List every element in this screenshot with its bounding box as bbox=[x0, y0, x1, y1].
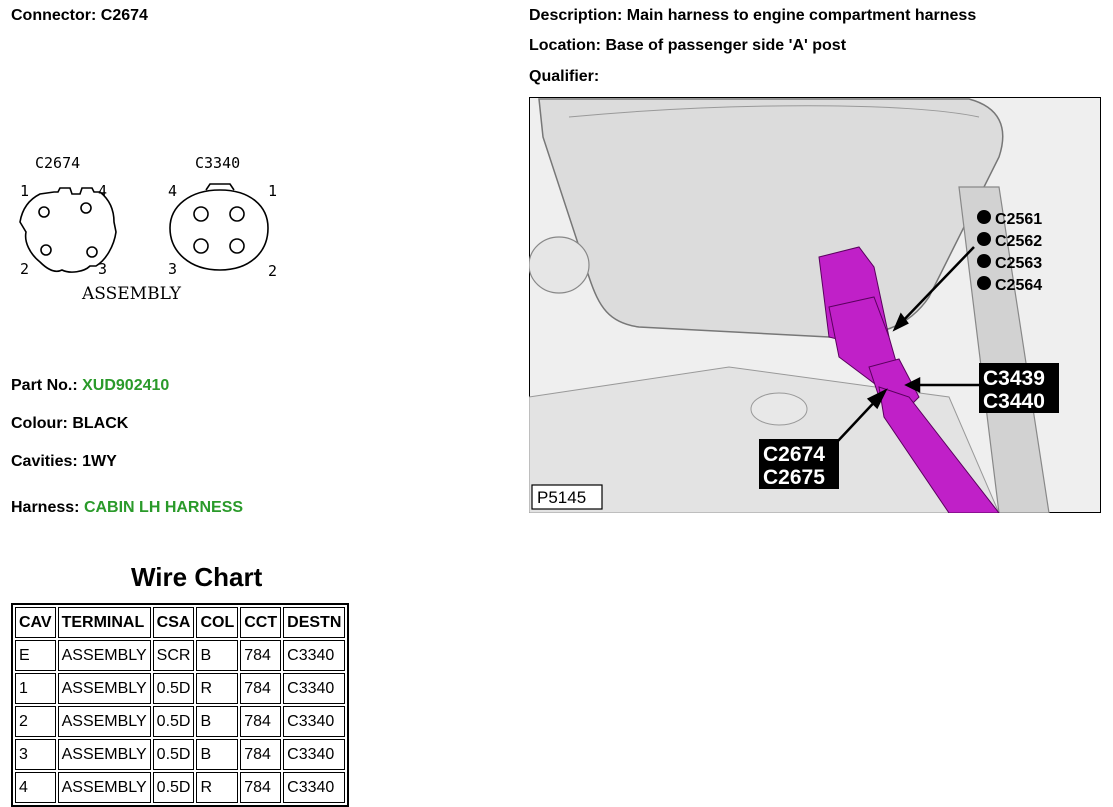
wire-chart-title: Wire Chart bbox=[131, 562, 263, 592]
table-row bbox=[15, 739, 345, 770]
harness-line bbox=[11, 499, 243, 517]
col-header-csa: CSA bbox=[153, 607, 195, 638]
harness-link[interactable]: CABIN LH HARNESS bbox=[83, 499, 244, 516]
cell-col: R bbox=[196, 673, 238, 704]
diagram-left-connector-label: C2674 bbox=[35, 154, 81, 172]
callout-dot bbox=[977, 276, 991, 290]
vent-shape bbox=[529, 237, 589, 293]
floor-plug-shape bbox=[751, 393, 807, 425]
table-row bbox=[15, 640, 345, 671]
left-pin-2: 2 bbox=[20, 260, 30, 278]
cell-cct: 784 bbox=[240, 640, 281, 671]
wire-chart-table bbox=[11, 603, 349, 807]
col-header-cav: CAV bbox=[15, 607, 56, 638]
callout-c2561: C2561 bbox=[995, 211, 1043, 228]
callout-c2564: C2564 bbox=[995, 277, 1043, 294]
cell-cct: 784 bbox=[240, 706, 281, 737]
cell-cct: 784 bbox=[240, 673, 281, 704]
right-pin-3: 3 bbox=[168, 260, 178, 278]
harness-label: Harness: bbox=[11, 499, 80, 516]
callout-c2675: C2675 bbox=[763, 466, 825, 489]
colour-line bbox=[11, 415, 128, 433]
cell-terminal: ASSEMBLY bbox=[58, 706, 151, 737]
cell-cav: 4 bbox=[15, 772, 56, 803]
cell-col: B bbox=[196, 739, 238, 770]
cell-csa: 0.5D bbox=[153, 772, 195, 803]
right-pin-2: 2 bbox=[268, 262, 278, 280]
connector-label: Connector: bbox=[11, 7, 97, 24]
table-row bbox=[15, 706, 345, 737]
location-value: Base of passenger side 'A' post bbox=[605, 37, 847, 54]
colour-value: BLACK bbox=[72, 415, 129, 432]
cell-cct: 784 bbox=[240, 772, 281, 803]
cavities-value: 1WY bbox=[82, 453, 117, 470]
figure-id: P5145 bbox=[537, 488, 587, 507]
callout-c3440: C3440 bbox=[983, 390, 1045, 413]
callout-dot bbox=[977, 232, 991, 246]
cell-destn: C3340 bbox=[283, 772, 345, 803]
left-pin-4: 4 bbox=[98, 182, 108, 200]
cell-csa: 0.5D bbox=[153, 673, 195, 704]
location-label: Location: bbox=[529, 37, 601, 54]
callout-c3439: C3439 bbox=[983, 367, 1045, 390]
cell-cav: 1 bbox=[15, 673, 56, 704]
cell-cav: 3 bbox=[15, 739, 56, 770]
part-no-label: Part No.: bbox=[11, 377, 78, 394]
diagram-right-connector-label: C3340 bbox=[195, 154, 241, 172]
cell-destn: C3340 bbox=[283, 673, 345, 704]
cell-cav: 2 bbox=[15, 706, 56, 737]
left-pin-3: 3 bbox=[98, 260, 108, 278]
callout-dot bbox=[977, 254, 991, 268]
cell-csa: SCR bbox=[153, 640, 195, 671]
callout-c2562: C2562 bbox=[995, 233, 1043, 250]
description-value: Main harness to engine compartment harness bbox=[626, 7, 977, 24]
cell-col: R bbox=[196, 772, 238, 803]
cell-destn: C3340 bbox=[283, 640, 345, 671]
right-connector-shape bbox=[170, 184, 268, 270]
colour-label: Colour: bbox=[11, 415, 68, 432]
cell-terminal: ASSEMBLY bbox=[58, 640, 151, 671]
description-label: Description: bbox=[529, 7, 623, 24]
cell-terminal: ASSEMBLY bbox=[58, 772, 151, 803]
callout-c2674: C2674 bbox=[763, 443, 825, 466]
cell-col: B bbox=[196, 640, 238, 671]
connector-line bbox=[11, 7, 148, 25]
cell-destn: C3340 bbox=[283, 739, 345, 770]
col-header-terminal: TERMINAL bbox=[58, 607, 151, 638]
right-pin-4: 4 bbox=[168, 182, 178, 200]
cell-cav: E bbox=[15, 640, 56, 671]
right-pin-1: 1 bbox=[268, 182, 278, 200]
cell-destn: C3340 bbox=[283, 706, 345, 737]
table-row bbox=[15, 673, 345, 704]
cell-col: B bbox=[196, 706, 238, 737]
callout-dot bbox=[977, 210, 991, 224]
diagram-caption: ASSEMBLY bbox=[82, 284, 182, 304]
location-photo bbox=[529, 97, 1101, 513]
wire-chart-header-row bbox=[15, 607, 345, 638]
col-header-cct: CCT bbox=[240, 607, 281, 638]
description-line bbox=[529, 7, 976, 25]
cell-csa: 0.5D bbox=[153, 739, 195, 770]
connector-value: C2674 bbox=[100, 7, 148, 24]
cell-csa: 0.5D bbox=[153, 706, 195, 737]
cavities-label: Cavities: bbox=[11, 453, 78, 470]
callout-c2563: C2563 bbox=[995, 255, 1043, 272]
table-row bbox=[15, 772, 345, 803]
part-no-link[interactable]: XUD902410 bbox=[82, 377, 170, 394]
col-header-destn: DESTN bbox=[283, 607, 345, 638]
left-pin-1: 1 bbox=[20, 182, 30, 200]
qualifier-line bbox=[529, 68, 599, 86]
cavities-line bbox=[11, 453, 117, 471]
col-header-col: COL bbox=[196, 607, 238, 638]
cell-terminal: ASSEMBLY bbox=[58, 673, 151, 704]
cell-cct: 784 bbox=[240, 739, 281, 770]
location-line bbox=[529, 37, 846, 55]
connector-face-diagram bbox=[10, 150, 300, 310]
part-no-line bbox=[11, 377, 169, 395]
cell-terminal: ASSEMBLY bbox=[58, 739, 151, 770]
qualifier-label: Qualifier: bbox=[529, 68, 600, 85]
